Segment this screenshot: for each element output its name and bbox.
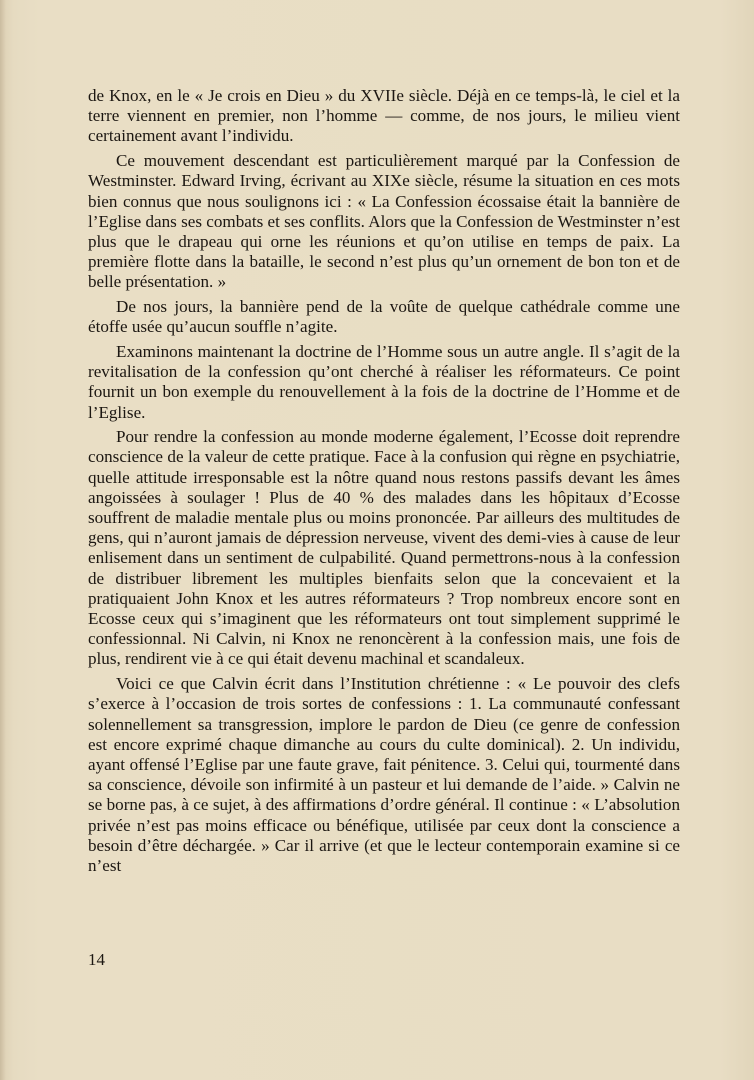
paragraph-6: Voici ce que Calvin écrit dans l’Institution chrétienne : « Le pouvoir des clefs s’exerce à l’occasion de trois sortes de confessions : 1. La communauté confessant solennellement sa transgression, implore le pardon de Dieu (ce genre de confession est encore exprimé chaque dimanche au cours du culte dominical). 2. Un individu, ayant offensé l’Eglise par une faute grave, fait pénitence. 3. Celui qui, tourmenté dans sa conscience, dévoile son infirmité à un pasteur et lui demande de l’aide. » Calvin ne se borne pas, à ce sujet, à des affirmations d’ordre général. Il continue : « L’absolution privée n’est pas moins efficace ou bénéfique, utilisée par ceux dont la conscience a besoin d’être déchargée. » Car il arrive (et que le lecteur contemporain examine si ce n’est — [88, 674, 680, 876]
paragraph-3: De nos jours, la bannière pend de la voûte de quelque cathédrale comme une étoffe usée qu’aucun souffle n’agite. — [88, 297, 680, 337]
paragraph-5: Pour rendre la confession au monde moderne également, l’Ecosse doit reprendre conscience de la valeur de cette pratique. Face à la confusion qui règne en psychiatrie, quelle attitude irresponsable est la nôtre quand nous restons passifs devant les âmes angoissées à soulager ! Plus de 40 % des malades dans les hôpitaux d’Ecosse souffrent de maladie mentale plus ou moins prononcée. Par ailleurs des multitudes de gens, qui n’auront jamais de dépression nerveuse, vivent des demi-vies à cause de leur enlisement dans un sentiment de culpabilité. Quand permettrons-nous à la confession de distribuer librement les multiples bienfaits selon que la concevaient et la pratiquaient John Knox et les autres réformateurs ? Trop nombreux encore sont en Ecosse ceux qui s’imaginent que les réformateurs ont tout simplement supprimé le confessionnal. Ni Calvin, ni Knox ne renoncèrent à la confession mais, une fois de plus, rendirent vie à ce qui était devenu machinal et scandaleux. — [88, 427, 680, 669]
paragraph-1: de Knox, en le « Je crois en Dieu » du XVIIe siècle. Déjà en ce temps-là, le ciel et la terre viennent en premier, non l’homme — comme, de nos jours, le milieu vient certainement avant l’individu. — [88, 86, 680, 146]
body-text — [88, 86, 680, 881]
paragraph-4: Examinons maintenant la doctrine de l’Homme sous un autre angle. Il s’agit de la revitalisation de la confession qu’ont cherché à réaliser les réformateurs. Ce point fournit un bon exemple du renouvellement à la fois de la doctrine de l’Homme et de l’Eglise. — [88, 341, 680, 422]
page-number: 14 — [88, 950, 105, 969]
paragraph-2: Ce mouvement descendant est particulièrement marqué par la Confession de Westminster. Edward Irving, écrivant au XIXe siècle, résume la situation en ces mots bien connus que nous soulignons ici : « La Confession écossaise était la bannière de l’Eglise dans ses combats et ses conflits. Alors que la Confession de Westminster n’est plus que le drapeau qui orne les réunions et qu’on utilise en temps de paix. La première flotte dans la bataille, le second n’est plus qu’un ornement de bon ton et de belle présentation. » — [88, 151, 680, 292]
page-edge-shadow — [0, 0, 6, 1080]
